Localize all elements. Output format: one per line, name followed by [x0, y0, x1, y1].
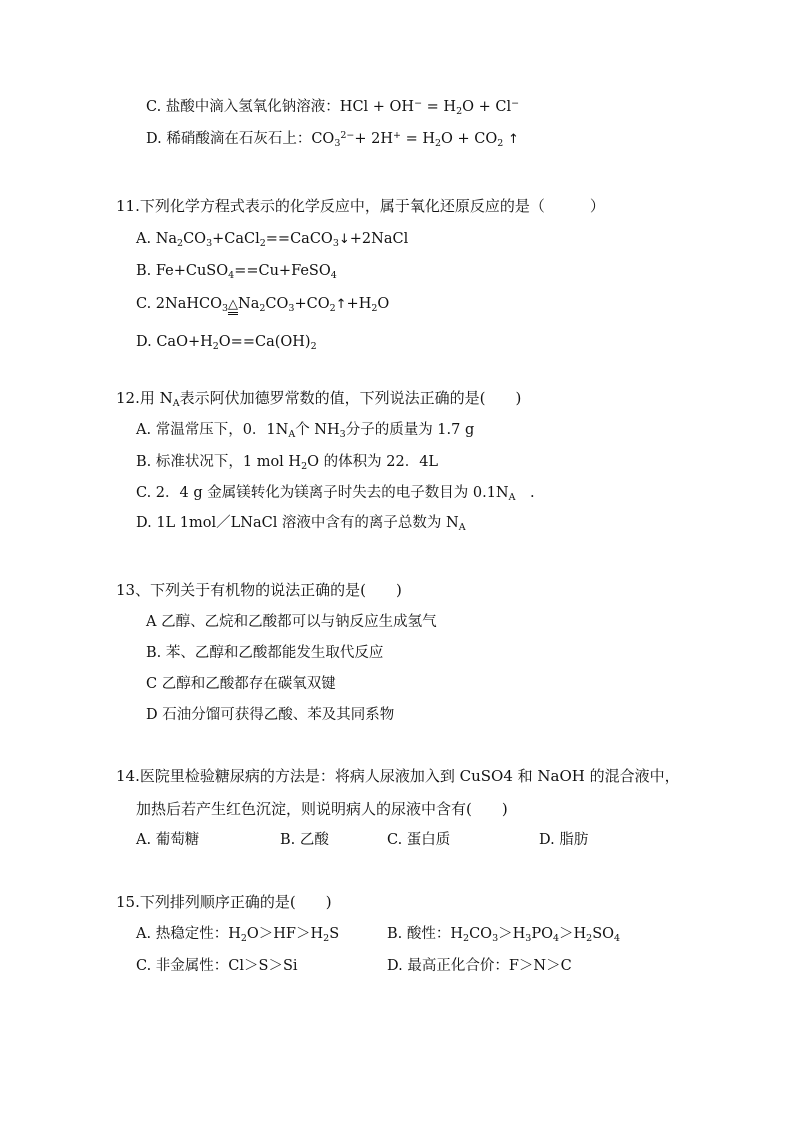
q12-option-a: A. 常温常压下，0．$1N_A$个 $NH_3$分子的质量为 1.7 g — [136, 422, 475, 440]
q15-option-a: A. 热稳定性：$H_2O>HF>H_2S$ — [136, 926, 340, 944]
q11-stem: 11.下列化学方程式表示的化学反应中，属于氧化还原反应的是（ ） — [116, 197, 605, 215]
q14-option-b: B. 乙酸 — [280, 832, 329, 848]
q13-option-d: D 石油分馏可获得乙酸、苯及其同系物 — [146, 707, 395, 723]
q10-option-d: D. 稀硝酸滴在石灰石上：$CO_3^{2-}+ 2H^+ = H_2O + CO_2$ ↑ — [146, 130, 519, 149]
q14-option-c: C. 蛋白质 — [387, 832, 451, 848]
q15-option-b: B. 酸性：$H_2CO_3>H_3PO_4>H_2SO_4$ — [387, 926, 621, 944]
q12-option-c: C. 2．4 g 金属镁转化为镁离子时失去的电子数目为 $0.1N_A$ . — [136, 485, 535, 503]
gas-arrow-icon: ↑ — [335, 297, 347, 312]
heat-condition-icon: △ — [228, 297, 239, 312]
q12-stem: 12.用 $N_A$表示阿伏加德罗常数的值，下列说法正确的是( ) — [116, 389, 522, 409]
q15-stem: 15.下列排列顺序正确的是( ) — [116, 893, 332, 911]
q11-option-c: C. $2NaHCO_3\triangle Na_2CO_3+CO_2↑+H_2O$ — [136, 296, 390, 314]
q11-option-a: A. $Na_2CO_3+CaCl_2==CaCO_3↓+2NaCl$ — [136, 231, 409, 249]
q14-option-a: A. 葡萄糖 — [136, 832, 200, 848]
q12-option-b: B. 标准状况下，1 mol $H_2O$ 的体积为 22．4L — [136, 454, 439, 472]
q13-option-a: A 乙醇、乙烷和乙酸都可以与钠反应生成氢气 — [146, 614, 437, 630]
q13-option-b: B. 苯、乙醇和乙酸都能发生取代反应 — [146, 645, 384, 661]
gas-arrow-icon: ↑ — [507, 132, 519, 147]
q14-option-d: D. 脂肪 — [539, 832, 589, 848]
q15-option-c: C. 非金属性：Cl＞S＞Si — [136, 958, 298, 974]
q13-option-c: C 乙醇和乙酸都存在碳氧双键 — [146, 676, 336, 692]
q11-option-d: D. $CaO+H_2O==Ca(OH)_2$ — [136, 334, 317, 352]
q14-stem-line2: 加热后若产生红色沉淀，则说明病人的尿液中含有( ) — [136, 800, 508, 818]
precipitate-arrow-icon: ↓ — [338, 232, 350, 247]
q15-option-d: D. 最高正化合价：F＞N＞C — [387, 958, 572, 974]
q10-option-c: C. 盐酸中滴入氢氧化钠溶液：HCl + $OH^- = H_2O + Cl^-$ — [146, 98, 520, 117]
q11-option-b: B. Fe+CuSO$_4$==Cu+FeSO$_4$ — [136, 263, 337, 281]
q13-stem: 13、下列关于有机物的说法正确的是( ) — [116, 581, 402, 599]
q12-option-d: D. 1L 1mol／LNaCl 溶液中含有的离子总数为 $N_A$ — [136, 515, 466, 533]
q14-stem-line1: 14.医院里检验糖尿病的方法是：将病人尿液加入到 CuSO4 和 NaOH 的混合液中， — [116, 767, 680, 785]
